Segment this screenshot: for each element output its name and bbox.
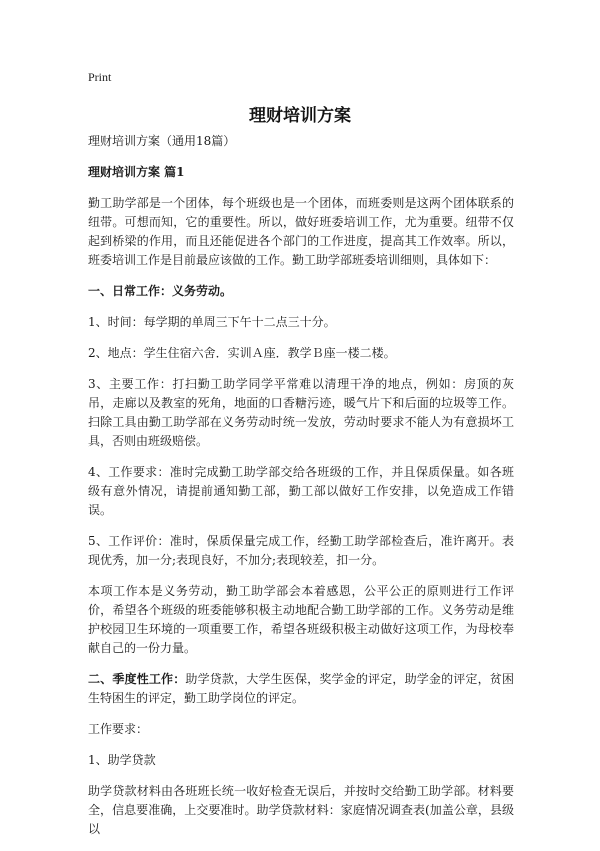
- heading-daily-work: 一、日常工作：义务劳动。: [88, 284, 233, 298]
- sub-heading-student-loan: 1、助学贷款: [88, 753, 156, 767]
- list-item-requirements: 4、工作要求：准时完成勤工助学部交给各班级的工作，并且保质保量。如各班级有意外情况，请提前通知勤工部，勤工部以做好工作安排，以免造成工作错误。: [88, 465, 514, 517]
- heading-seasonal-text: 助学贷款，大学生医保，奖学金的评定，助学金的评定，贫困生特困生的评定，勤工助学岗位的评定。: [88, 672, 514, 705]
- print-label: Print: [88, 70, 112, 84]
- document-title: 理财培训方案: [249, 106, 351, 126]
- section-title: 理财培训方案 篇1: [88, 165, 185, 179]
- intro-paragraph: 勤工助学部是一个团体，每个班级也是一个团体，而班委则是这两个团体联系的纽带。可想而知，它的重要性。所以，做好班委培训工作，尤为重要。纽带不仅起到桥梁的作用，而且还能促进各个部门的工作进度，提高其工作效率。所以，班委培训工作是目前最应该做的工作。勤工助学部班委培训细则，具体如下：: [88, 196, 514, 267]
- list-item-location: 2、地点：学生住宿六舍．实训Ａ座．教学Ｂ座一楼二楼。: [88, 346, 396, 360]
- work-requirements-label: 工作要求：: [88, 722, 149, 736]
- student-loan-paragraph: 助学贷款材料由各班班长统一收好检查无误后，并按时交给勤工助学部。材料要全，信息要准确，上交要准时。助学贷款材料：家庭情况调查表(加盖公章，县级以: [88, 784, 514, 836]
- list-item-evaluation: 5、工作评价：准时，保质保量完成工作，经勤工助学部检查后，准许离开。表现优秀，加一分;表现良好，不加分;表现较差，扣一分。: [88, 534, 514, 567]
- list-item-main-work: 3、主要工作：打扫勤工助学同学平常难以清理干净的地点，例如：房顶的灰吊，走廊以及教室的死角，地面的口香糖污迹，暖气片下和后面的垃圾等工作。扫除工具由勤工助学部在义务劳动时统一发放，劳动时要求不能人为有意损坏工具，否则由班级赔偿。: [88, 377, 514, 448]
- heading-seasonal-work: [88, 670, 514, 708]
- list-item-time: 1、时间：每学期的单周三下午十二点三十分。: [88, 315, 336, 329]
- summary-paragraph: 本项工作本是义务劳动，勤工助学部会本着感恩，公平公正的原则进行工作评价，希望各个班级的班委能够积极主动地配合勤工助学部的工作。义务劳动是维护校园卫生环境的一项重要工作，希望各班级积极主动做好这项工作，为母校奉献自己的一份力量。: [88, 584, 514, 655]
- heading-seasonal-label: 二、季度性工作：: [88, 672, 186, 686]
- document-subtitle: 理财培训方案（通用18篇）: [88, 134, 236, 148]
- document-body: [88, 132, 514, 851]
